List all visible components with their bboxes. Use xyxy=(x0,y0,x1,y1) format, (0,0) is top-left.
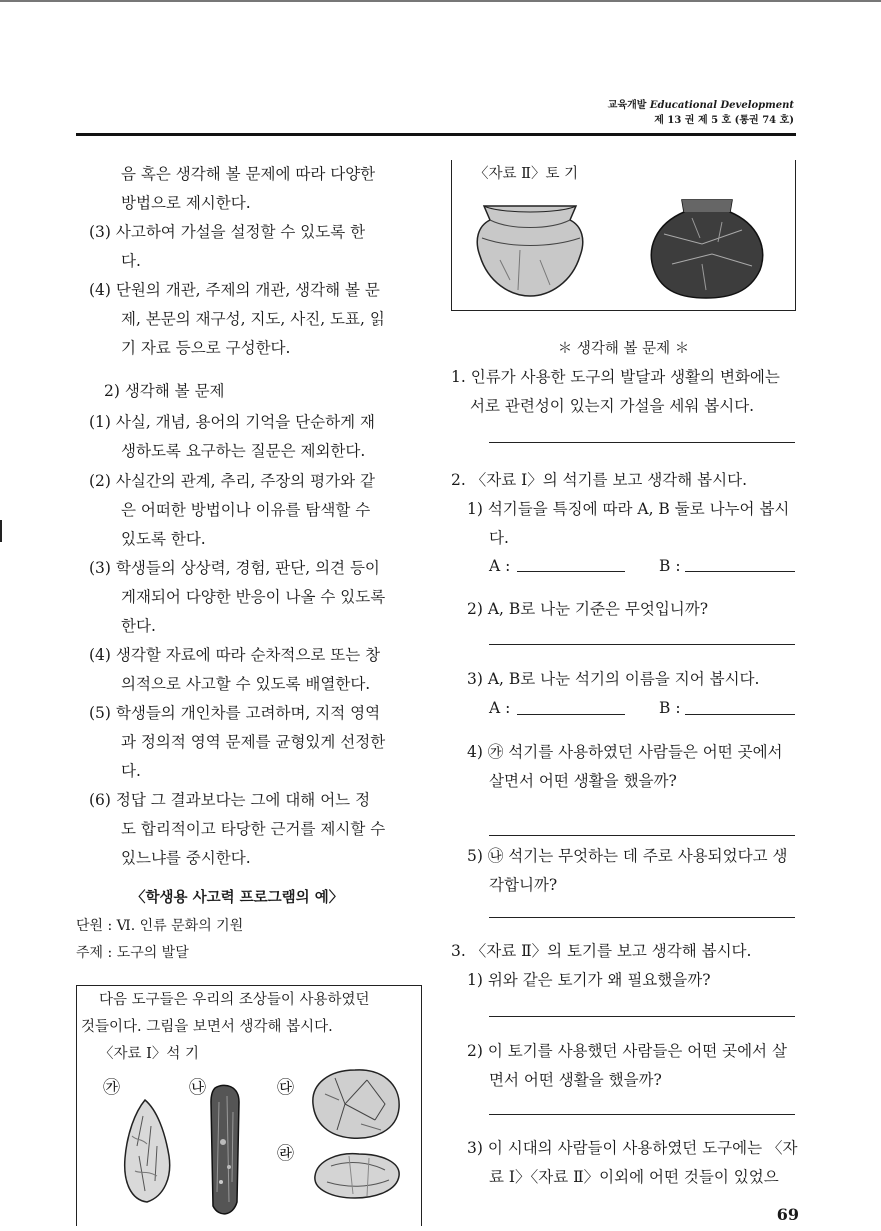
unit-label: 단원 : Ⅵ. 인류 문화의 기원 xyxy=(76,918,244,934)
answer-b-line[interactable] xyxy=(685,571,795,572)
text-line: (5) 학생들의 개인차를 고려하며, 지적 영역 xyxy=(89,704,381,722)
answer-a-label: A : xyxy=(489,557,511,575)
question-text: 3) 이 시대의 사람들이 사용하였던 도구에는 〈자 xyxy=(467,1139,798,1157)
material-2-label: 〈자료 Ⅱ〉토 기 xyxy=(474,166,579,182)
question-text: 1) 석기들을 특징에 따라 A, B 둘로 나누어 봅시 xyxy=(467,500,790,518)
text-line: 과 정의적 영역 문제를 균형있게 선정한 xyxy=(121,733,386,751)
margin-mark xyxy=(0,520,2,542)
question-text: 1) 위와 같은 토기가 왜 필요했을까? xyxy=(467,971,711,989)
text-line: 제, 본문의 재구성, 지도, 사진, 도표, 읽 xyxy=(121,310,385,328)
label-ra: ㉱ xyxy=(277,1144,294,1164)
text-line: 음 혹은 생각해 볼 문제에 따라 다양한 xyxy=(121,165,376,183)
text-line: 생하도록 요구하는 질문은 제외한다. xyxy=(121,442,366,460)
answer-a-line[interactable] xyxy=(517,714,625,715)
question-text: 4) ㉮ 석기를 사용하였던 사람들은 어떤 곳에서 xyxy=(467,743,783,761)
text-line: (2) 사실간의 관계, 추리, 주장의 평가와 같 xyxy=(89,472,375,490)
text-line: (4) 생각할 자료에 따라 순차적으로 또는 창 xyxy=(89,646,381,664)
pottery-1-image xyxy=(470,200,590,300)
answer-a-line[interactable] xyxy=(517,571,625,572)
journal-name-en: Educational Development xyxy=(649,100,794,111)
answer-line[interactable] xyxy=(489,1114,795,1115)
stone-tool-da-image xyxy=(305,1064,405,1144)
section-heading: 2) 생각해 볼 문제 xyxy=(104,382,225,400)
text-line: 한다. xyxy=(121,617,156,635)
page-number: 69 xyxy=(776,1205,799,1224)
text-line: (1) 사실, 개념, 용어의 기억을 단순하게 재 xyxy=(89,413,375,431)
text-line: 방법으로 제시한다. xyxy=(121,194,251,212)
label-ga: ㉮ xyxy=(103,1078,120,1098)
text-line: 의적으로 사고할 수 있도록 배열한다. xyxy=(121,675,371,693)
text-line: 있느냐를 중시한다. xyxy=(121,849,251,867)
question-text: 살면서 어떤 생활을 했을까? xyxy=(489,772,677,790)
top-border xyxy=(0,0,881,2)
issue-info: 제 13 권 제 5 호 (통권 74 호) xyxy=(654,115,794,126)
question-text: 각합니까? xyxy=(489,876,558,894)
question-text: 3. 〈자료 Ⅱ〉의 토기를 보고 생각해 봅시다. xyxy=(451,942,752,960)
text-line: (6) 정답 그 결과보다는 그에 대해 어느 정 xyxy=(89,791,371,809)
text-line: 다. xyxy=(121,762,141,780)
box-text-line: 것들이다. 그림을 보면서 생각해 봅시다. xyxy=(81,1019,333,1035)
box-text-line: 다음 도구들은 우리의 조상들이 사용하였던 xyxy=(99,992,370,1008)
question-text: 2. 〈자료 Ⅰ〉의 석기를 보고 생각해 봅시다. xyxy=(451,471,748,489)
material-1-box xyxy=(76,985,422,1226)
text-line: 도 합리적이고 타당한 근거를 제시할 수 xyxy=(121,820,386,838)
program-title: 〈학생용 사고력 프로그램의 예〉 xyxy=(131,889,344,906)
header-rule xyxy=(76,133,796,136)
answer-line[interactable] xyxy=(489,442,795,443)
material-2-box xyxy=(451,160,796,311)
stone-tool-na-image xyxy=(205,1082,245,1222)
text-line: (3) 학생들의 상상력, 경험, 판단, 의견 등이 xyxy=(89,559,380,577)
answer-a-label: A : xyxy=(489,699,511,717)
topic-label: 주제 : 도구의 발달 xyxy=(76,945,189,961)
journal-name-ko: 교육개발 xyxy=(607,100,647,111)
stone-tool-ra-image xyxy=(309,1146,405,1202)
question-text: 1. 인류가 사용한 도구의 발달과 생활의 변화에는 xyxy=(451,368,780,386)
question-text: 서로 관련성이 있는지 가설을 세워 봅시다. xyxy=(470,397,755,415)
question-text: 2) 이 토기를 사용했던 사람들은 어떤 곳에서 살 xyxy=(467,1042,787,1060)
question-text: 면서 어떤 생활을 했을까? xyxy=(489,1071,662,1089)
material-1-label: 〈자료 Ⅰ〉석 기 xyxy=(99,1046,199,1062)
text-line: 게재되어 다양한 반응이 나올 수 있도록 xyxy=(121,588,386,606)
text-line: 있도록 한다. xyxy=(121,530,206,548)
question-text: 5) ㉯ 석기는 무엇하는 데 주로 사용되었다고 생 xyxy=(467,847,788,865)
answer-line[interactable] xyxy=(489,1016,795,1017)
question-text: 3) A, B로 나눈 석기의 이름을 지어 봅시다. xyxy=(467,670,760,688)
think-problems-title: ＊ 생각해 볼 문제 ＊ xyxy=(557,341,690,357)
label-na: ㉯ xyxy=(189,1078,206,1098)
question-text: 2) A, B로 나눈 기준은 무엇입니까? xyxy=(467,600,709,618)
answer-b-label: B : xyxy=(659,699,681,717)
text-line: 다. xyxy=(121,252,141,270)
text-line: 기 자료 등으로 구성한다. xyxy=(121,339,291,357)
answer-b-label: B : xyxy=(659,557,681,575)
text-line: 은 어떠한 방법이나 이유를 탐색할 수 xyxy=(121,501,371,519)
answer-line[interactable] xyxy=(489,644,795,645)
pottery-2-image xyxy=(642,194,772,302)
answer-line[interactable] xyxy=(489,917,795,918)
label-da: ㉰ xyxy=(277,1078,294,1098)
question-text: 다. xyxy=(489,529,509,547)
answer-line[interactable] xyxy=(489,835,795,836)
text-line: (4) 단원의 개관, 주제의 개관, 생각해 볼 문 xyxy=(89,281,380,299)
stone-tool-ga-image xyxy=(117,1096,177,1206)
question-text: 료 Ⅰ〉〈자료 Ⅱ〉이외에 어떤 것들이 있었으 xyxy=(489,1168,779,1186)
answer-b-line[interactable] xyxy=(685,714,795,715)
text-line: (3) 사고하여 가설을 설정할 수 있도록 한 xyxy=(89,223,366,241)
journal-header xyxy=(608,98,794,128)
